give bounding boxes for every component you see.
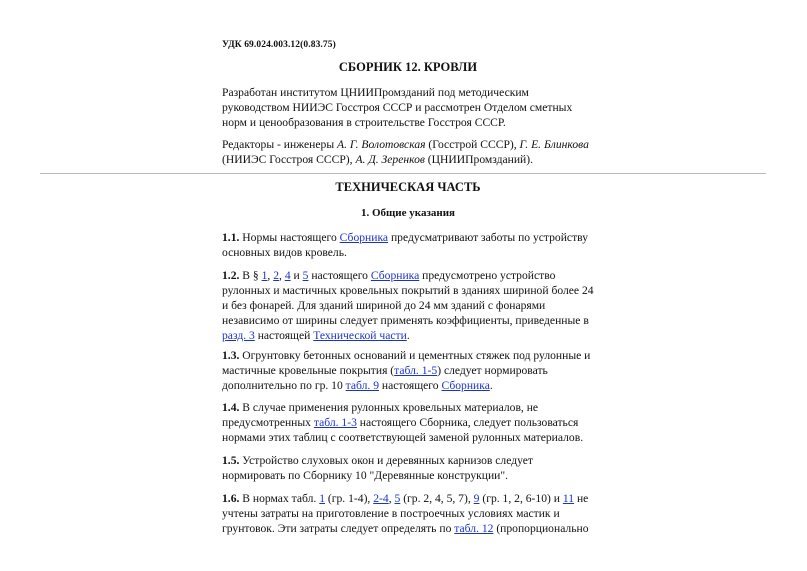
paragraph-text: В случае применения рулонных кровельных материалов, не предусмотренных <box>222 401 539 429</box>
link-table-5[interactable]: 5 <box>394 492 401 505</box>
editor-org: (НИИЭС Госстроя СССР), <box>222 153 356 166</box>
link-section-4[interactable]: 4 <box>284 269 291 282</box>
link-table-1[interactable]: 1 <box>319 492 325 505</box>
udk-code: УДК 69.024.003.12(0.83.75) <box>222 40 336 50</box>
paragraph-text: настоящей <box>254 329 314 342</box>
link-section-1[interactable]: 1 <box>261 269 268 282</box>
section-title: ТЕХНИЧЕСКАЯ ЧАСТЬ <box>335 180 481 194</box>
document-title: СБОРНИК 12. КРОВЛИ <box>338 60 478 74</box>
paragraph-text: Нормы настоящего <box>239 231 340 244</box>
paragraph-text: (гр. 2, 4, 5, 7), <box>400 492 474 505</box>
link-table-12[interactable]: табл. 12 <box>454 522 494 535</box>
paragraph-text: (гр. 1, 2, 6-10) и <box>479 492 563 505</box>
editor-name: Г. Е. Блинкова <box>519 138 589 151</box>
paragraph-text: настоящего <box>308 269 371 282</box>
link-section-5[interactable]: 5 <box>302 269 309 282</box>
editor-name: А. Г. Волотовская <box>337 138 426 151</box>
paragraph-text: (гр. 1-4), <box>325 492 374 505</box>
paragraph-1-1 <box>222 230 594 260</box>
developer-note: Разработан институтом ЦНИИПромзданий под методическим руководством НИИЭС Госстроя СССР и рассмотрен Отделом сметных норм и ценообразования в строительстве Госстроя СССР. <box>222 86 573 129</box>
paragraph-1-4 <box>222 400 594 445</box>
paragraph-text: , <box>388 492 395 505</box>
paragraph-text: (пропорционально <box>493 522 589 535</box>
paragraph-text: , <box>267 269 274 282</box>
paragraph-text: настоящего Сборника, следует пользоваться нормами этих таблиц с соответствующей заменой рулонных материалов. <box>222 416 584 444</box>
paragraph-text: В нормах табл. <box>239 492 320 505</box>
paragraph-text: настоящего <box>379 379 442 392</box>
paragraph-number: 1.6. <box>222 492 240 505</box>
editor-name: А. Д. Зеренков <box>355 153 425 166</box>
paragraph-1-2 <box>222 268 594 343</box>
paragraph-text: . <box>406 329 410 342</box>
paragraph-text: и <box>290 269 303 282</box>
paragraph-1-3 <box>222 348 594 393</box>
link-collection[interactable]: Сборника <box>370 269 420 282</box>
link-table-2-4[interactable]: 2-4 <box>373 492 389 505</box>
editors-prefix: Редакторы - инженеры <box>222 138 338 151</box>
paragraph-number: 1.3. <box>222 349 240 362</box>
paragraph-number: 1.5. <box>222 454 240 467</box>
link-table-9[interactable]: 9 <box>473 492 480 505</box>
link-section-2[interactable]: 2 <box>273 269 280 282</box>
paragraph-text: Огрунтовку бетонных оснований и цементных стяжек под рулонные и мастичные кровельные покрытия ( <box>222 349 591 377</box>
paragraph-text: предусмотрено устройство рулонных и мастичных кровельных покрытий в зданиях шириной более 24 и без фонарей. Для зданий шириной до 24 мм зданий с фонарями независимо от ширины следует применять коэффициенты, приведенные в <box>222 269 594 327</box>
paragraph-number: 1.1. <box>222 231 240 244</box>
paragraph-number: 1.4. <box>222 401 240 414</box>
link-table-1-3[interactable]: табл. 1-3 <box>313 416 357 429</box>
paragraph-text: Устройство слуховых окон и деревянных карнизов следует нормировать по Сборнику 10 "Деревянные конструкции". <box>222 454 533 482</box>
paragraph-text: предусматривают заботы по устройству основных видов кровель. <box>222 231 589 259</box>
paragraph-text: . <box>489 379 493 392</box>
link-table-11[interactable]: 11 <box>562 492 575 505</box>
link-collection[interactable]: Сборника <box>339 231 389 244</box>
paragraph-text: не учтены затраты на приготовление в построечных условиях мастик и грунтовок. Эти затраты следует определять по <box>222 492 589 535</box>
paragraph-text: В § <box>239 269 262 282</box>
section-divider <box>40 173 766 174</box>
editors-note <box>222 137 594 167</box>
editor-org: (ЦНИИПромзданий). <box>424 153 534 166</box>
paragraph-1-5 <box>222 453 594 483</box>
link-collection[interactable]: Сборника <box>441 379 490 392</box>
link-table-1-5[interactable]: табл. 1-5 <box>394 364 438 377</box>
link-part-3[interactable]: разд. 3 <box>222 329 255 342</box>
paragraph-1-6 <box>222 491 594 536</box>
paragraph-number: 1.2. <box>222 269 240 282</box>
link-technical-part[interactable]: Технической части <box>313 329 407 342</box>
paragraph-text: , <box>279 269 285 282</box>
link-table-9[interactable]: табл. 9 <box>345 379 380 392</box>
subsection-title: 1. Общие указания <box>360 207 456 219</box>
paragraph-text: ) следует нормировать дополнительно по гр. 10 <box>222 364 548 392</box>
editor-org: (Госстрой СССР), <box>425 138 520 151</box>
